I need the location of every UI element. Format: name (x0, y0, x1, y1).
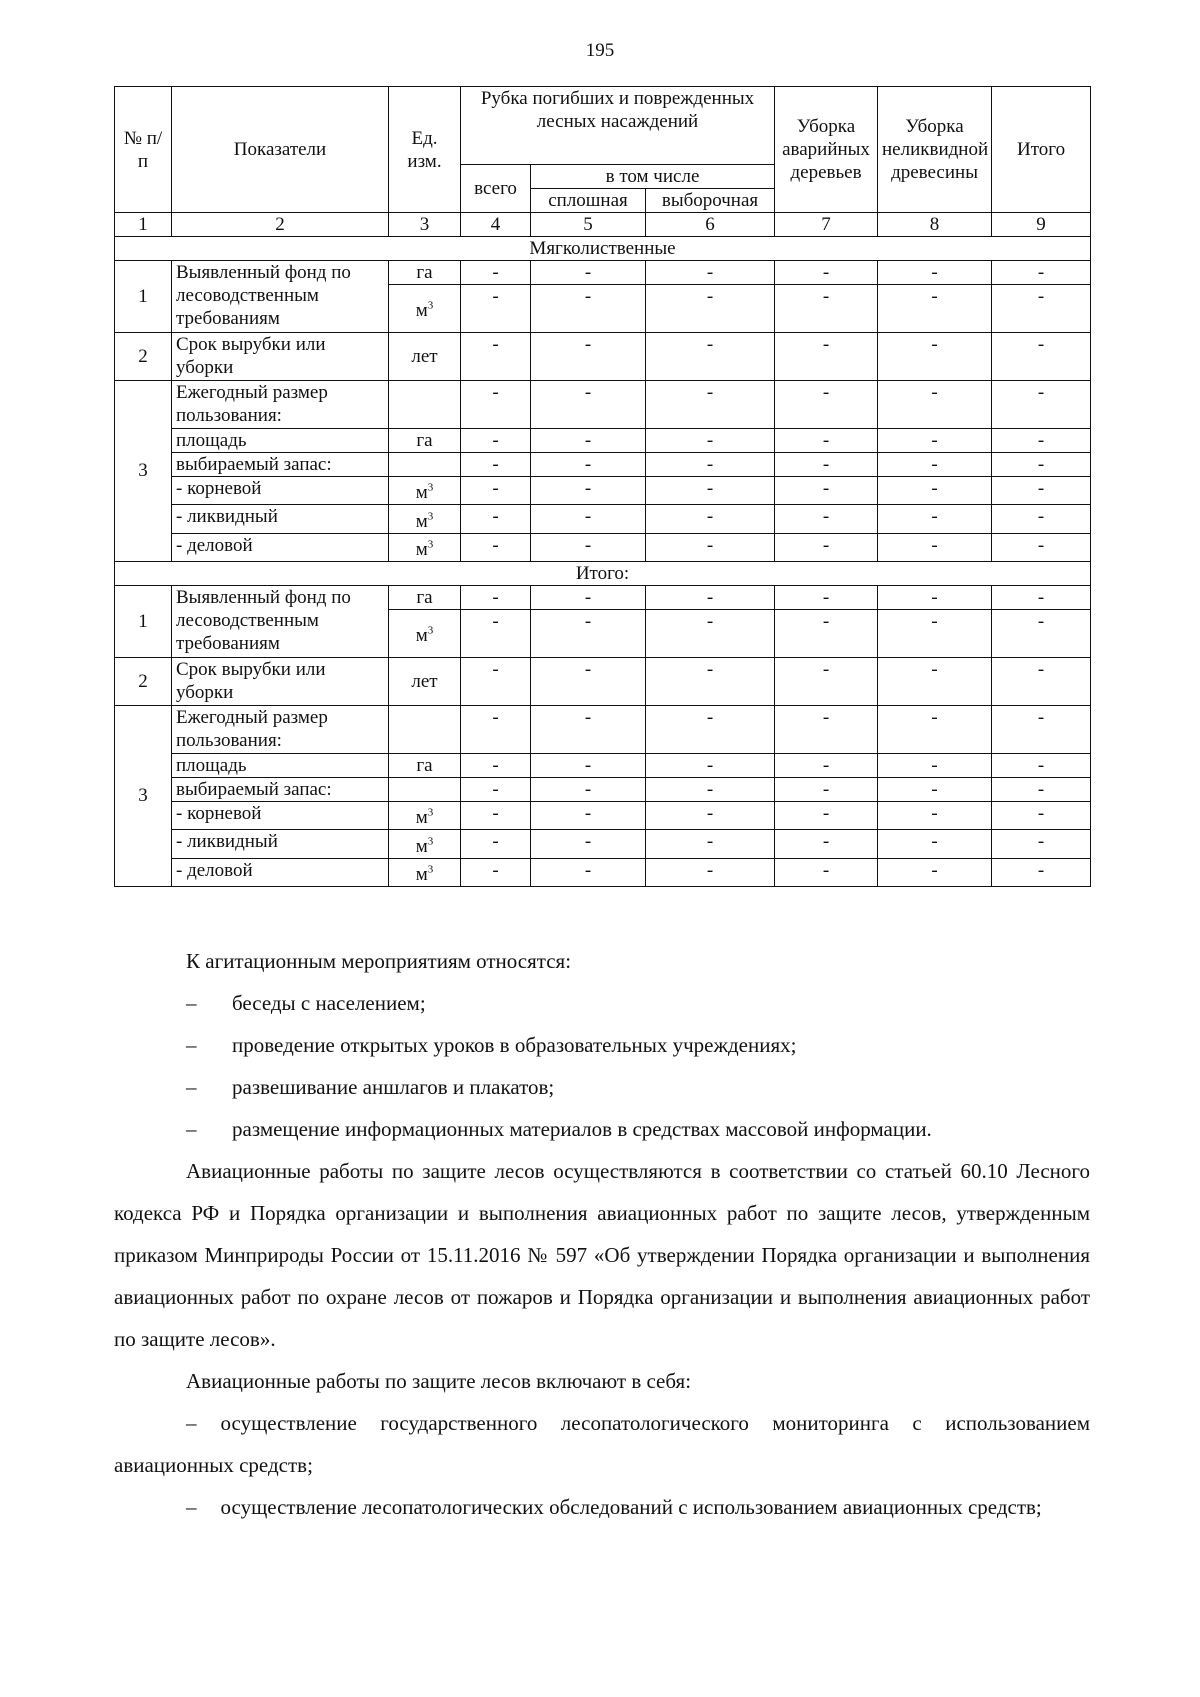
value-cell: - (461, 585, 531, 609)
value-cell: - (646, 453, 775, 477)
header-total: Итого (992, 87, 1091, 213)
value-cell: - (461, 777, 531, 801)
header-illiquid: Уборка неликвидной древесины (878, 87, 992, 213)
unit-cell (389, 477, 461, 505)
aviation-includes: Авиационные работы по защите лесов включают в себя: (186, 1369, 692, 1393)
row-number: 2 (115, 657, 172, 705)
value-cell: - (461, 453, 531, 477)
value-cell: - (878, 858, 992, 886)
header-selective: выборочная (646, 189, 775, 213)
value-cell: - (992, 505, 1091, 533)
value-cell: - (646, 858, 775, 886)
value-cell: - (531, 753, 646, 777)
list-item (114, 1066, 1090, 1108)
unit-text: $м^3$ (415, 835, 434, 857)
list-item (114, 1486, 1090, 1528)
value-cell: - (878, 830, 992, 858)
value-cell: - (646, 777, 775, 801)
value-cell: - (878, 261, 992, 285)
column-number: 2 (172, 213, 389, 237)
value-cell: - (461, 477, 531, 505)
row-label: Ежегодный размер пользования: (172, 381, 389, 429)
felling-table (114, 86, 1091, 887)
unit-text: $м^3$ (415, 624, 434, 647)
value-cell: - (878, 801, 992, 829)
row-number: 3 (115, 705, 172, 886)
value-cell: - (992, 801, 1091, 829)
unit-cell (389, 609, 461, 657)
table-row (115, 261, 1091, 285)
row-label: выбираемый запас: (172, 453, 389, 477)
list-item-text: осуществление государственного лесопатологического мониторинга с использованием авиационных средств; (114, 1411, 1090, 1477)
table-header (115, 87, 1091, 237)
row-label: - деловой (172, 533, 389, 561)
value-cell: - (461, 261, 531, 285)
section-title: Мягколиственные (115, 237, 1091, 261)
table-row (115, 858, 1091, 886)
dash-bullet: – (186, 1411, 197, 1435)
table-row (115, 777, 1091, 801)
row-label: выбираемый запас: (172, 777, 389, 801)
value-cell: - (775, 801, 878, 829)
unit-superscript: 3 (427, 510, 434, 523)
row-label: площадь (172, 753, 389, 777)
value-cell: - (646, 429, 775, 453)
list-item-text: размещение информационных материалов в средствах массовой информации. (232, 1117, 932, 1141)
list-item-text: развешивание аншлагов и плакатов; (232, 1075, 555, 1099)
dash-bullet: – (186, 1033, 197, 1057)
value-cell: - (992, 777, 1091, 801)
header-total-all: всего (461, 165, 531, 213)
unit-superscript: 3 (427, 482, 434, 494)
value-cell: - (461, 705, 531, 753)
row-label: - корневой (172, 477, 389, 505)
value-cell: - (878, 429, 992, 453)
value-cell: - (646, 705, 775, 753)
list-item-text: проведение открытых уроков в образовательных учреждениях; (232, 1033, 797, 1057)
value-cell: - (531, 657, 646, 705)
value-cell: - (531, 801, 646, 829)
unit-text: $м^3$ (415, 538, 434, 560)
value-cell: - (992, 705, 1091, 753)
unit-superscript: 3 (427, 835, 434, 848)
value-cell: - (775, 261, 878, 285)
value-cell: - (992, 609, 1091, 657)
unit-text: $м^3$ (415, 482, 434, 504)
unit-cell (389, 830, 461, 858)
unit-superscript: 3 (427, 299, 434, 312)
value-cell: - (992, 657, 1091, 705)
aviation-paragraph: Авиационные работы по защите лесов осуществляются в соответствии со статьей 60.10 Лесного кодекса РФ и Порядка организации и выполнения авиационных работ по защите лесов, утвержденным приказом Минприроды России от 15.11.2016 № 597 «Об утверждении Порядка организации и выполнения авиационных работ по охране лесов от пожаров и Порядка организации и выполнения авиационных работ по защите лесов». (114, 1159, 1090, 1351)
value-cell: - (878, 505, 992, 533)
table-row (115, 801, 1091, 829)
value-cell: - (775, 585, 878, 609)
value-cell: - (461, 285, 531, 333)
value-cell: - (531, 777, 646, 801)
unit-cell: га (389, 429, 461, 453)
value-cell: - (531, 381, 646, 429)
agitation-intro: К агитационным мероприятиям относятся: (186, 949, 572, 973)
aviation-list (114, 1402, 1090, 1528)
value-cell: - (461, 801, 531, 829)
value-cell: - (461, 609, 531, 657)
section-row (115, 237, 1091, 261)
column-number: 1 (115, 213, 172, 237)
value-cell: - (878, 585, 992, 609)
value-cell: - (878, 533, 992, 561)
unit-cell: га (389, 753, 461, 777)
value-cell: - (775, 429, 878, 453)
list-item (114, 1108, 1090, 1150)
column-number: 3 (389, 213, 461, 237)
row-label: - ликвидный (172, 505, 389, 533)
value-cell: - (992, 858, 1091, 886)
value-cell: - (646, 753, 775, 777)
dash-bullet: – (186, 991, 197, 1015)
row-label: - ликвидный (172, 830, 389, 858)
value-cell: - (461, 753, 531, 777)
value-cell: - (992, 477, 1091, 505)
agitation-list (114, 982, 1090, 1150)
unit-cell: га (389, 261, 461, 285)
unit-text: $м^3$ (415, 510, 434, 532)
value-cell: - (775, 858, 878, 886)
value-cell: - (531, 453, 646, 477)
table-row (115, 533, 1091, 561)
header-num: № п/п (115, 87, 172, 213)
unit-cell: га (389, 585, 461, 609)
value-cell: - (775, 285, 878, 333)
dash-bullet: – (186, 1495, 197, 1519)
value-cell: - (646, 585, 775, 609)
table-row (115, 381, 1091, 429)
value-cell: - (646, 533, 775, 561)
unit-text: $м^3$ (415, 806, 434, 829)
value-cell: - (531, 830, 646, 858)
value-cell: - (461, 858, 531, 886)
table-row (115, 830, 1091, 858)
value-cell: - (531, 705, 646, 753)
value-cell: - (646, 609, 775, 657)
value-cell: - (878, 609, 992, 657)
value-cell: - (531, 285, 646, 333)
value-cell: - (775, 753, 878, 777)
unit-superscript: 3 (427, 806, 434, 819)
unit-cell: лет (389, 333, 461, 381)
row-number: 1 (115, 585, 172, 657)
value-cell: - (878, 705, 992, 753)
value-cell: - (646, 333, 775, 381)
unit-cell: лет (389, 657, 461, 705)
value-cell: - (461, 381, 531, 429)
list-item (114, 1024, 1090, 1066)
value-cell: - (775, 830, 878, 858)
value-cell: - (531, 505, 646, 533)
row-label: Выявленный фонд по лесоводственным требованиям (172, 585, 389, 657)
value-cell: - (775, 609, 878, 657)
value-cell: - (531, 477, 646, 505)
unit-text: $м^3$ (415, 863, 434, 885)
value-cell: - (775, 333, 878, 381)
header-unit: Ед. изм. (389, 87, 461, 213)
row-label: Срок вырубки или уборки (172, 333, 389, 381)
value-cell: - (646, 261, 775, 285)
value-cell: - (461, 657, 531, 705)
value-cell: - (775, 453, 878, 477)
value-cell: - (992, 381, 1091, 429)
column-number: 9 (992, 213, 1091, 237)
value-cell: - (878, 381, 992, 429)
header-indicators: Показатели (172, 87, 389, 213)
value-cell: - (461, 533, 531, 561)
value-cell: - (646, 285, 775, 333)
unit-cell (389, 381, 461, 429)
value-cell: - (531, 585, 646, 609)
table-body (115, 237, 1091, 887)
column-number: 5 (531, 213, 646, 237)
unit-superscript: 3 (427, 624, 434, 637)
table-row (115, 453, 1091, 477)
value-cell: - (531, 609, 646, 657)
header-including: в том числе (531, 165, 775, 189)
value-cell: - (461, 830, 531, 858)
table-row (115, 505, 1091, 533)
value-cell: - (646, 801, 775, 829)
unit-cell (389, 453, 461, 477)
header-clear: сплошная (531, 189, 646, 213)
value-cell: - (775, 533, 878, 561)
body-text (114, 940, 1090, 1528)
value-cell: - (646, 477, 775, 505)
list-item-text: осуществление лесопатологических обследований с использованием авиационных средств; (220, 1495, 1042, 1519)
value-cell: - (461, 333, 531, 381)
column-number: 6 (646, 213, 775, 237)
value-cell: - (775, 705, 878, 753)
value-cell: - (775, 777, 878, 801)
value-cell: - (531, 429, 646, 453)
row-number: 3 (115, 381, 172, 562)
unit-superscript: 3 (427, 538, 434, 551)
value-cell: - (992, 753, 1091, 777)
value-cell: - (878, 333, 992, 381)
unit-cell (389, 505, 461, 533)
value-cell: - (531, 333, 646, 381)
value-cell: - (646, 830, 775, 858)
value-cell: - (646, 505, 775, 533)
row-label: Выявленный фонд по лесоводственным требованиям (172, 261, 389, 333)
header-emergency: Уборка аварийных деревьев (775, 87, 878, 213)
unit-cell (389, 285, 461, 333)
value-cell: - (992, 261, 1091, 285)
value-cell: - (775, 381, 878, 429)
row-number: 2 (115, 333, 172, 381)
value-cell: - (992, 585, 1091, 609)
unit-cell (389, 705, 461, 753)
value-cell: - (775, 657, 878, 705)
value-cell: - (461, 505, 531, 533)
value-cell: - (878, 477, 992, 505)
value-cell: - (878, 777, 992, 801)
list-item (114, 1402, 1090, 1486)
dash-bullet: – (186, 1075, 197, 1099)
value-cell: - (646, 657, 775, 705)
list-item (114, 982, 1090, 1024)
value-cell: - (775, 505, 878, 533)
list-item-text: беседы с населением; (232, 991, 426, 1015)
value-cell: - (992, 453, 1091, 477)
value-cell: - (531, 261, 646, 285)
value-cell: - (531, 858, 646, 886)
value-cell: - (878, 285, 992, 333)
unit-cell (389, 858, 461, 886)
header-felling: Рубка погибших и поврежденных лесных насаждений (461, 87, 775, 165)
unit-text: $м^3$ (415, 299, 434, 322)
table-row (115, 429, 1091, 453)
value-cell: - (992, 429, 1091, 453)
column-numbers-row (115, 213, 1091, 237)
value-cell: - (878, 453, 992, 477)
row-label: площадь (172, 429, 389, 453)
section-title: Итого: (115, 561, 1091, 585)
table-row (115, 753, 1091, 777)
column-number: 8 (878, 213, 992, 237)
table-row (115, 477, 1091, 505)
table-row (115, 333, 1091, 381)
value-cell: - (646, 381, 775, 429)
value-cell: - (992, 285, 1091, 333)
row-label: Срок вырубки или уборки (172, 657, 389, 705)
table-row (115, 657, 1091, 705)
unit-cell (389, 533, 461, 561)
column-number: 7 (775, 213, 878, 237)
value-cell: - (992, 830, 1091, 858)
row-label: - корневой (172, 801, 389, 829)
value-cell: - (531, 533, 646, 561)
column-number: 4 (461, 213, 531, 237)
table-row (115, 585, 1091, 609)
table-row (115, 705, 1091, 753)
value-cell: - (992, 333, 1091, 381)
page-number: 195 (585, 40, 615, 61)
value-cell: - (878, 753, 992, 777)
unit-cell (389, 777, 461, 801)
value-cell: - (878, 657, 992, 705)
row-number: 1 (115, 261, 172, 333)
dash-bullet: – (186, 1117, 197, 1141)
row-label: Ежегодный размер пользования: (172, 705, 389, 753)
value-cell: - (461, 429, 531, 453)
section-row (115, 561, 1091, 585)
unit-superscript: 3 (427, 863, 434, 876)
row-label: - деловой (172, 858, 389, 886)
value-cell: - (775, 477, 878, 505)
unit-cell (389, 801, 461, 829)
value-cell: - (992, 533, 1091, 561)
